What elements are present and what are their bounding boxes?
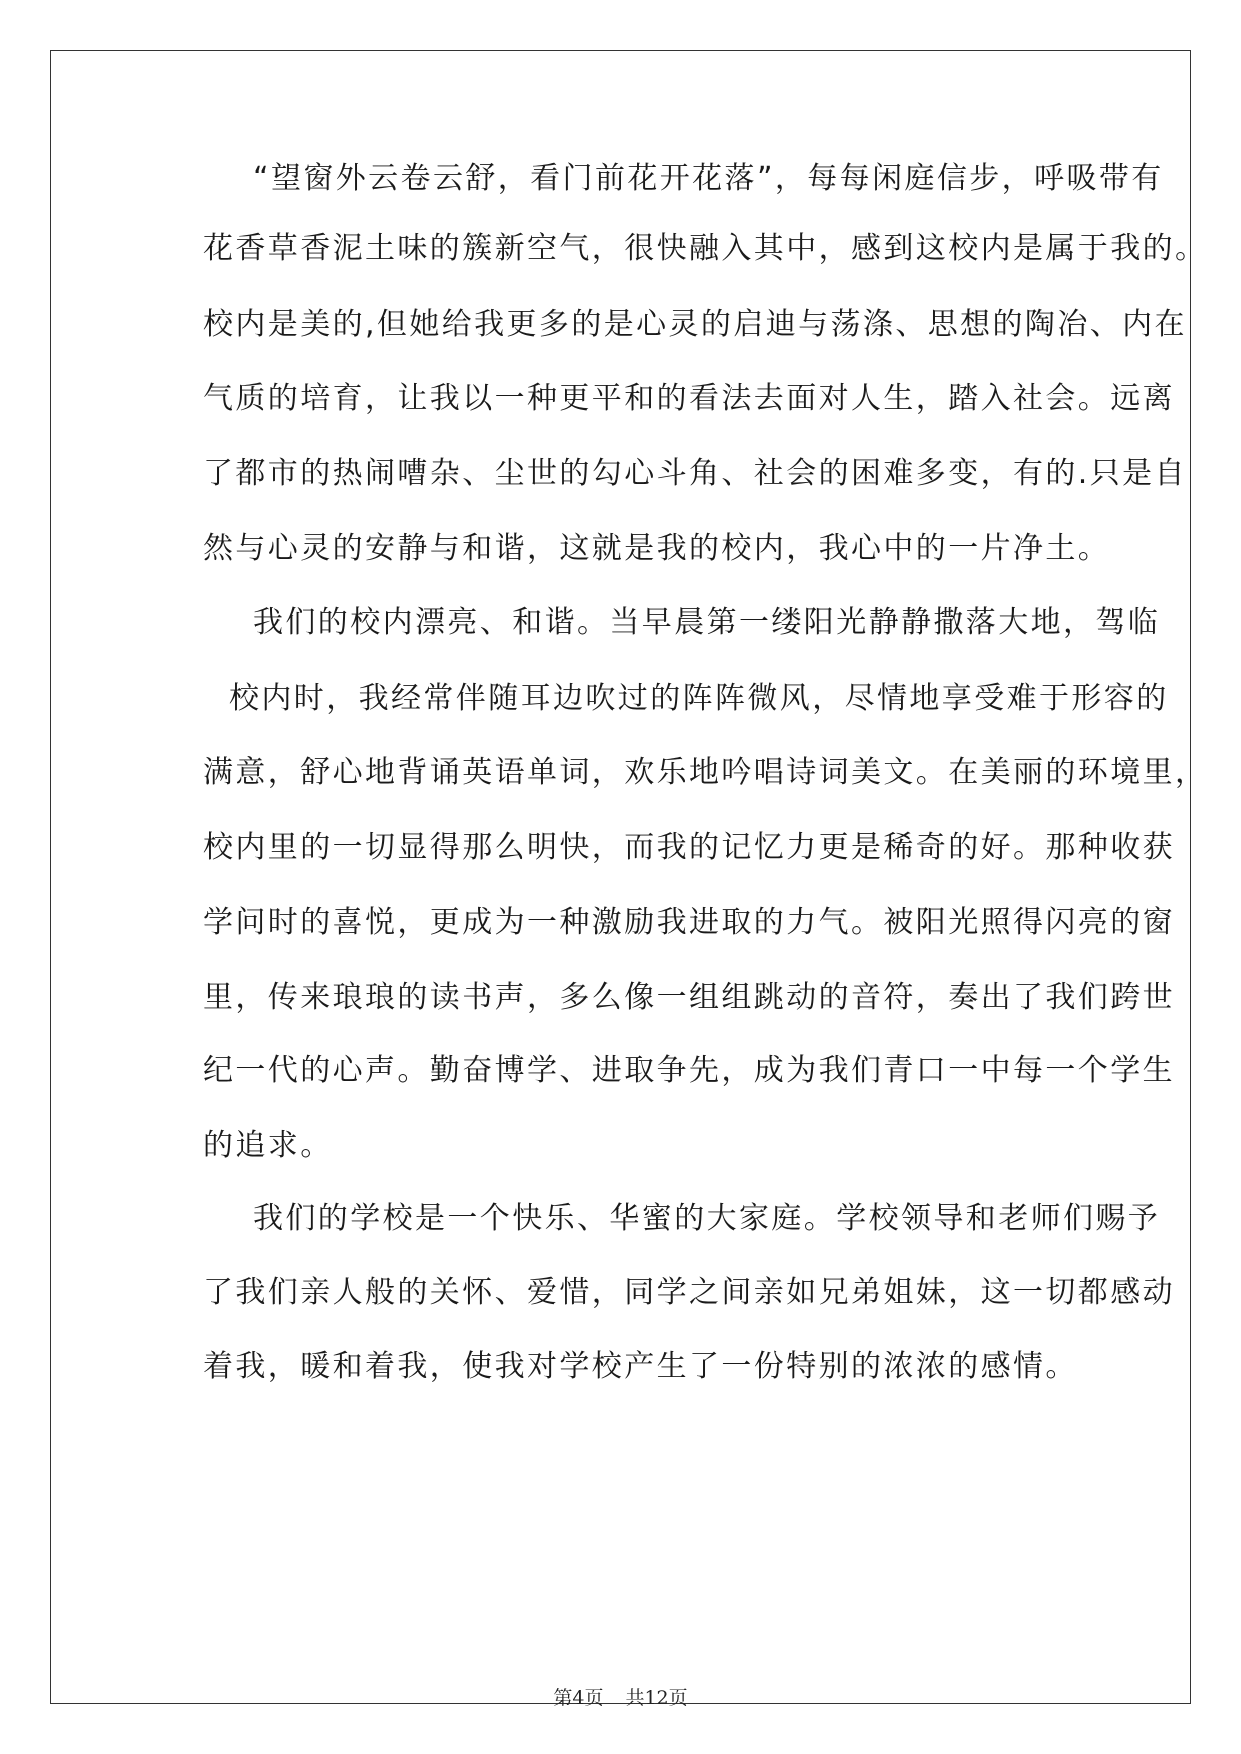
page-footer	[51, 1683, 1190, 1710]
text-line: 我们的校内漂亮、和谐。当早晨第一缕阳光静静撒落大地，驾临	[253, 605, 1161, 640]
text-line: 我们的学校是一个快乐、华蜜的大家庭。学校领导和老师们赐予	[253, 1201, 1161, 1236]
text-line: 气质的培育，让我以一种更平和的看法去面对人生，踏入社会。远离	[203, 381, 1175, 416]
text-line: 校内时，我经常伴随耳边吹过的阵阵微风，尽情地享受难于形容的	[229, 681, 1169, 716]
text-line: 的追求。	[203, 1128, 333, 1163]
text-line: 纪一代的心声。勤奋博学、进取争先，成为我们青口一中每一个学生	[203, 1053, 1175, 1088]
text-line: 花香草香泥土味的簇新空气，很快融入其中，感到这校内是属于我的。	[203, 231, 1208, 266]
body-text	[51, 51, 1208, 1703]
text-line: 了都市的热闹嘈杂、尘世的勾心斗角、社会的困难多变，有的.只是自	[203, 456, 1187, 491]
text-line: 满意，舒心地背诵英语单词，欢乐地吟唱诗词美文。在美丽的环境里，	[203, 755, 1208, 790]
page-number: 第4页	[553, 1687, 604, 1709]
text-line: 着我，暖和着我，使我对学校产生了一份特别的浓浓的感情。	[203, 1349, 1078, 1384]
text-line: 然与心灵的安静与和谐，这就是我的校内，我心中的一片净土。	[203, 531, 1111, 566]
text-line: 校内是美的,但她给我更多的是心灵的启迪与荡涤、思想的陶冶、内在	[203, 307, 1187, 342]
text-line: 学问时的喜悦，更成为一种激励我进取的力气。被阳光照得闪亮的窗	[203, 905, 1175, 940]
text-line: 里，传来琅琅的读书声，多么像一组组跳动的音符，奏出了我们跨世	[203, 980, 1175, 1015]
text-line: 校内里的一切显得那么明快，而我的记忆力更是稀奇的好。那种收获	[203, 830, 1175, 865]
page-frame	[50, 50, 1208, 1709]
text-line: “望窗外云卷云舒，看门前花开花落”，每每闲庭信步，呼吸带有	[253, 161, 1164, 196]
text-line: 了我们亲人般的关怀、爱惜，同学之间亲如兄弟姐妹，这一切都感动	[203, 1275, 1175, 1310]
page-total: 共12页	[625, 1687, 688, 1709]
